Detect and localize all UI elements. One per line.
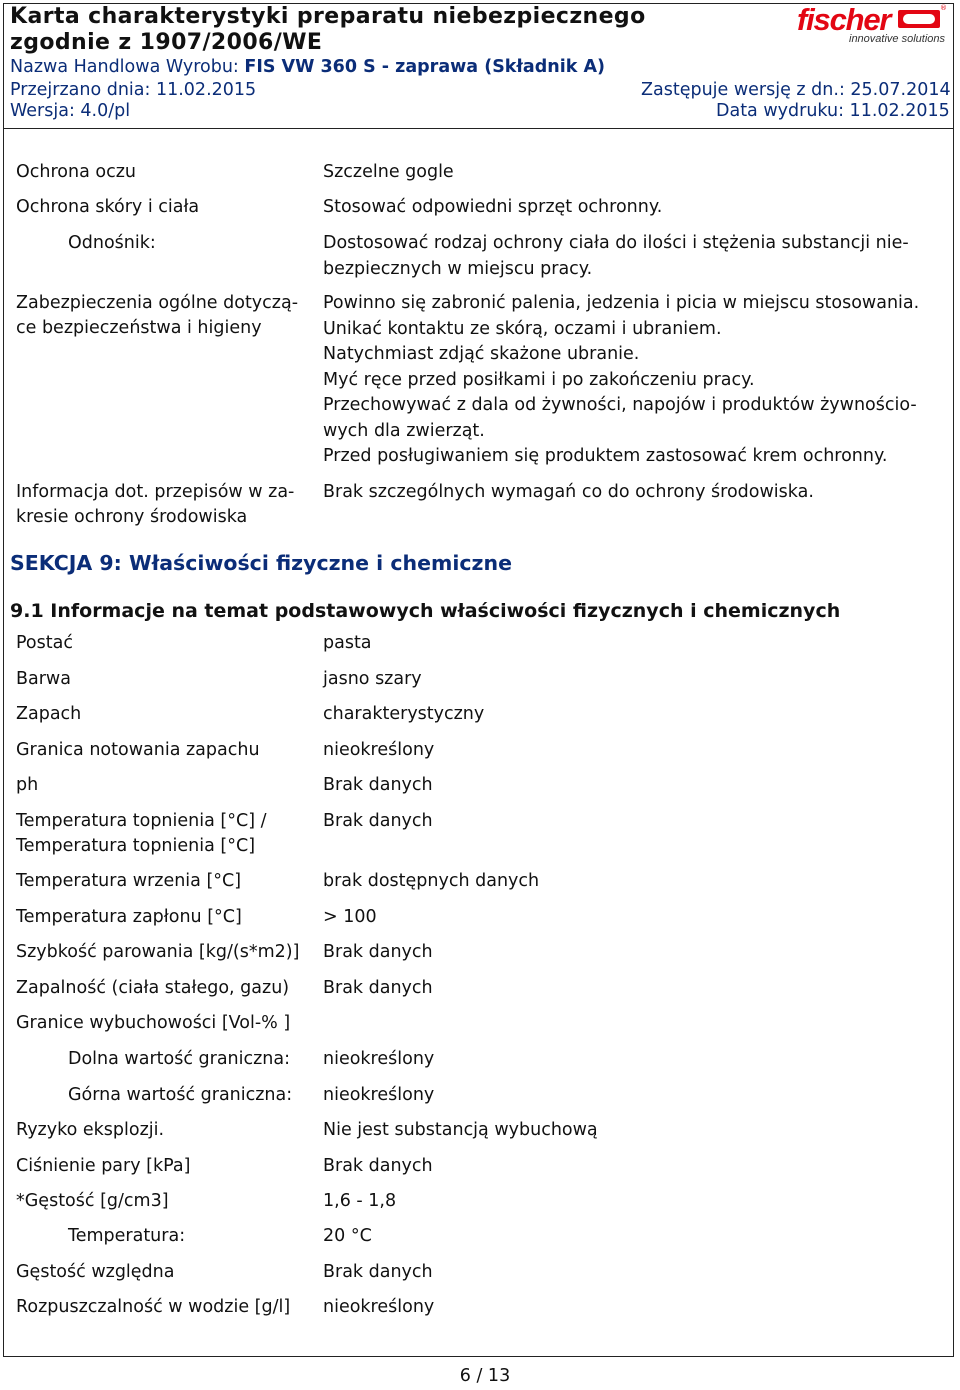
protection-label: kresie ochrony środowiska xyxy=(16,507,248,527)
protection-value: Myć ręce przed posiłkami i po zakończeniu pracy. xyxy=(323,369,755,390)
property-value: 20 °C xyxy=(323,1226,372,1246)
property-label: Postać xyxy=(16,633,73,653)
version: Wersja: 4.0/pl xyxy=(10,101,131,121)
property-label: Temperatura topnienia [°C] / xyxy=(16,811,267,831)
property-value: Brak danych xyxy=(323,978,433,998)
protection-value: Unikać kontaktu ze skórą, oczami i ubraniem. xyxy=(323,318,722,339)
protection-value: Natychmiast zdjąć skażone ubranie. xyxy=(323,344,640,364)
property-label: Barwa xyxy=(16,669,71,689)
property-label: Szybkość parowania [kg/(s*m2)] xyxy=(16,942,300,962)
property-label: Dolna wartość graniczna: xyxy=(68,1049,291,1069)
property-value: brak dostępnych danych xyxy=(323,871,540,891)
protection-value: Stosować odpowiedni sprzęt ochronny. xyxy=(323,197,663,217)
protection-value: Dostosować rodzaj ochrony ciała do ilości i stężenia substancji nie- xyxy=(323,233,909,253)
supersedes-date: Zastępuje wersję z dn.: 25.07.2014 xyxy=(641,80,951,100)
property-value: 1,6 - 1,8 xyxy=(323,1191,397,1211)
property-value: jasno szary xyxy=(323,669,422,689)
protection-value: bezpiecznych w miejscu pracy. xyxy=(323,258,593,279)
section-9-title: SEKCJA 9: Właściwości fizyczne i chemiczne xyxy=(10,551,512,575)
property-value: nieokreślony xyxy=(323,740,435,760)
property-label: Gęstość względna xyxy=(16,1262,175,1282)
property-value: Brak danych xyxy=(323,775,433,795)
product-name: FIS VW 360 S - zaprawa (Składnik A) xyxy=(244,57,605,77)
property-label: Ciśnienie pary [kPa] xyxy=(16,1156,191,1176)
property-label: Granice wybuchowości [Vol-% ] xyxy=(16,1013,291,1033)
protection-value: Powinno się zabronić palenia, jedzenia i picia w miejscu stosowania. xyxy=(323,293,920,313)
protection-label: ce bezpieczeństwa i higieny xyxy=(16,318,262,338)
header-divider xyxy=(3,128,954,129)
brand-tagline: innovative solutions xyxy=(849,33,946,45)
protection-label: Ochrona oczu xyxy=(16,162,136,182)
section-9-1-title: 9.1 Informacje na temat podstawowych właściwości fizycznych i chemicznych xyxy=(10,600,841,622)
property-value: nieokreślony xyxy=(323,1297,435,1317)
property-value: Brak danych xyxy=(323,1156,433,1176)
product-line xyxy=(10,57,605,77)
property-label: *Gęstość [g/cm3] xyxy=(16,1191,169,1211)
protection-label: Odnośnik: xyxy=(68,233,156,253)
print-date: Data wydruku: 11.02.2015 xyxy=(716,101,950,121)
document-regulation: zgodnie z 1907/2006/WE xyxy=(10,30,323,55)
property-value: charakterystyczny xyxy=(323,704,485,724)
protection-label: Zabezpieczenia ogólne dotyczą- xyxy=(16,293,299,313)
property-label: Rozpuszczalność w wodzie [g/l] xyxy=(16,1297,291,1317)
property-label: Temperatura topnienia [°C] xyxy=(16,836,256,856)
property-label: ph xyxy=(16,775,39,795)
protection-value: Brak szczególnych wymagań co do ochrony środowiska. xyxy=(323,482,814,502)
property-value: > 100 xyxy=(323,907,377,927)
property-value: Brak danych xyxy=(323,1262,433,1282)
protection-value: Szczelne gogle xyxy=(323,162,454,182)
property-value: Nie jest substancją wybuchową xyxy=(323,1120,598,1140)
protection-value: Przechowywać z dala od żywności, napojów i produktów żywnościo- xyxy=(323,395,917,415)
property-label: Zapach xyxy=(16,704,82,724)
property-value: nieokreślony xyxy=(323,1049,435,1069)
protection-label: Informacja dot. przepisów w za- xyxy=(16,482,295,502)
property-label: Górna wartość graniczna: xyxy=(68,1085,293,1105)
page-number: 6 / 13 xyxy=(459,1366,511,1386)
property-label: Temperatura wrzenia [°C] xyxy=(16,871,242,891)
fischer-logo: fischer xyxy=(797,2,891,37)
property-label: Temperatura zapłonu [°C] xyxy=(16,907,242,927)
property-value: Brak danych xyxy=(323,811,433,831)
property-label: Temperatura: xyxy=(68,1226,186,1246)
property-value: pasta xyxy=(323,633,372,653)
protection-value: Przed posługiwaniem się produktem zastosować krem ochronny. xyxy=(323,446,888,466)
property-label: Ryzyko eksplozji. xyxy=(16,1120,165,1140)
product-prefix: Nazwa Handlowa Wyrobu: xyxy=(10,57,245,77)
document-title: Karta charakterystyki preparatu niebezpiecznego xyxy=(10,4,646,29)
fischer-badge-icon xyxy=(898,10,940,28)
property-value: nieokreślony xyxy=(323,1085,435,1105)
property-value: Brak danych xyxy=(323,942,433,962)
property-label: Granica notowania zapachu xyxy=(16,740,260,760)
protection-label: Ochrona skóry i ciała xyxy=(16,197,200,217)
property-label: Zapalność (ciała stałego, gazu) xyxy=(16,978,290,998)
registered-mark: ® xyxy=(940,4,947,12)
reviewed-date: Przejrzano dnia: 11.02.2015 xyxy=(10,80,257,100)
protection-value: wych dla zwierząt. xyxy=(323,420,485,441)
